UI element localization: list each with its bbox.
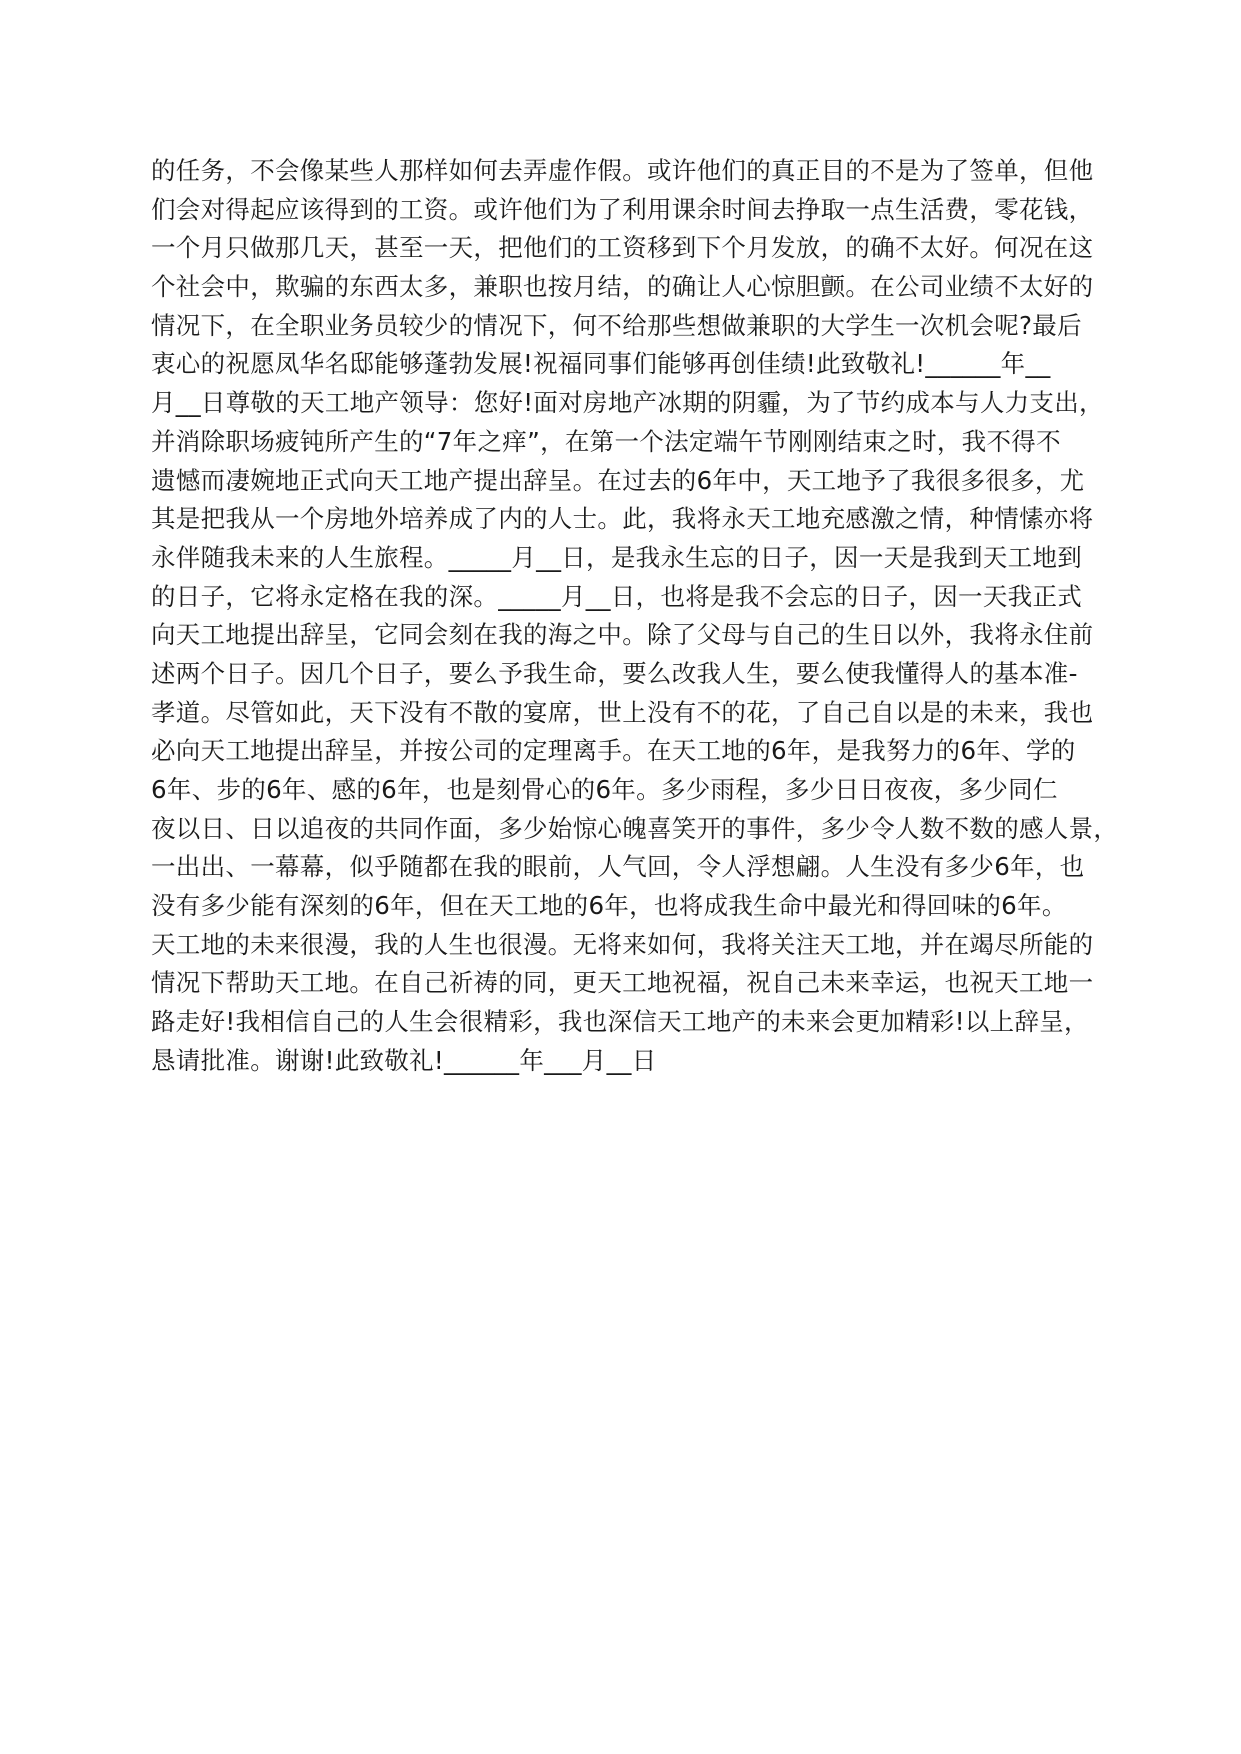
text-line-23: 路走好!我相信自己的人生会很精彩，我也深信天工地产的未来会更加精彩!以上辞呈， (151, 1007, 1089, 1037)
text-line-18: 夜以日、日以追夜的共同作面，多少始惊心魄喜笑开的事件，多少令人数不数的感人景， (151, 813, 1119, 843)
text-line-19: 一出出、一幕幕，似乎随都在我的眼前，人气回，令人浮想翩。人生没有多少6年，也 (151, 852, 1085, 882)
text-line-22: 情况下帮助天工地。在自己祈祷的同，更天工地祝福，祝自己未来幸运，也祝天工地一 (151, 968, 1094, 998)
text-line-9: 遗憾而凄婉地正式向天工地产提出辞呈。在过去的6年中，天工地予了我很多很多，尤 (151, 465, 1085, 495)
text-line-10: 其是把我从一个房地外培养成了内的人士。此，我将永天工地充感激之情，种情愫亦将 (151, 504, 1094, 534)
text-line-6: 衷心的祝愿凤华名邸能够蓬勃发展!祝福同事们能够再创佳绩!此致敬礼!______年__ (151, 349, 1051, 379)
text-line-11: 永伴随我未来的人生旅程。_____月__日，是我永生忘的日子，因一天是我到天工地到 (151, 542, 1083, 572)
text-line-21: 天工地的未来很漫，我的人生也很漫。无将来如何，我将关注天工地，并在竭尽所能的 (151, 929, 1094, 959)
text-line-5: 情况下，在全职业务员较少的情况下，何不给那些想做兼职的大学生一次机会呢?最后 (151, 310, 1082, 340)
text-line-14: 述两个日子。因几个日子，要么予我生命，要么改我人生，要么使我懂得人的基本准- (151, 658, 1078, 688)
document-body (151, 152, 1119, 1081)
text-line-13: 向天工地提出辞呈，它同会刻在我的海之中。除了父母与自己的生日以外，我将永住前 (151, 620, 1094, 650)
text-line-20: 没有多少能有深刻的6年，但在天工地的6年，也将成我生命中最光和得回味的6年。 (151, 891, 1067, 921)
text-line-15: 孝道。尽管如此，天下没有不散的宴席，世上没有不的花，了自己自以是的未来，我也 (151, 697, 1094, 727)
text-line-17: 6年、步的6年、感的6年，也是刻骨心的6年。多少雨程，多少日日夜夜，多少同仁 (151, 775, 1058, 804)
text-line-7: 月__日尊敬的天工地产领导：您好!面对房地产冰期的阴霾，为了节约成本与人力支出， (151, 388, 1104, 418)
text-line-24: 恳请批准。谢谢!此致敬礼!______年___月__日 (151, 1045, 657, 1075)
text-line-16: 必向天工地提出辞呈，并按公司的定理离手。在天工地的6年，是我努力的6年、学的 (151, 736, 1076, 766)
text-line-4: 个社会中，欺骗的东西太多，兼职也按月结，的确让人心惊胆颤。在公司业绩不太好的 (151, 272, 1094, 302)
text-line-2: 们会对得起应该得到的工资。或许他们为了利用课余时间去挣取一点生活费，零花钱， (151, 194, 1094, 224)
text-line-1: 的任务，不会像某些人那样如何去弄虚作假。或许他们的真正目的不是为了签单，但他 (151, 156, 1094, 185)
text-line-8: 并消除职场疲钝所产生的“7年之痒”，在第一个法定端午节刚刚结束之时，我不得不 (151, 426, 1061, 456)
text-line-3: 一个月只做那几天，甚至一天，把他们的工资移到下个月发放，的确不太好。何况在这 (151, 233, 1094, 263)
text-line-12: 的日子，它将永定格在我的深。_____月__日，也将是我不会忘的日子，因一天我正式 (151, 581, 1083, 611)
